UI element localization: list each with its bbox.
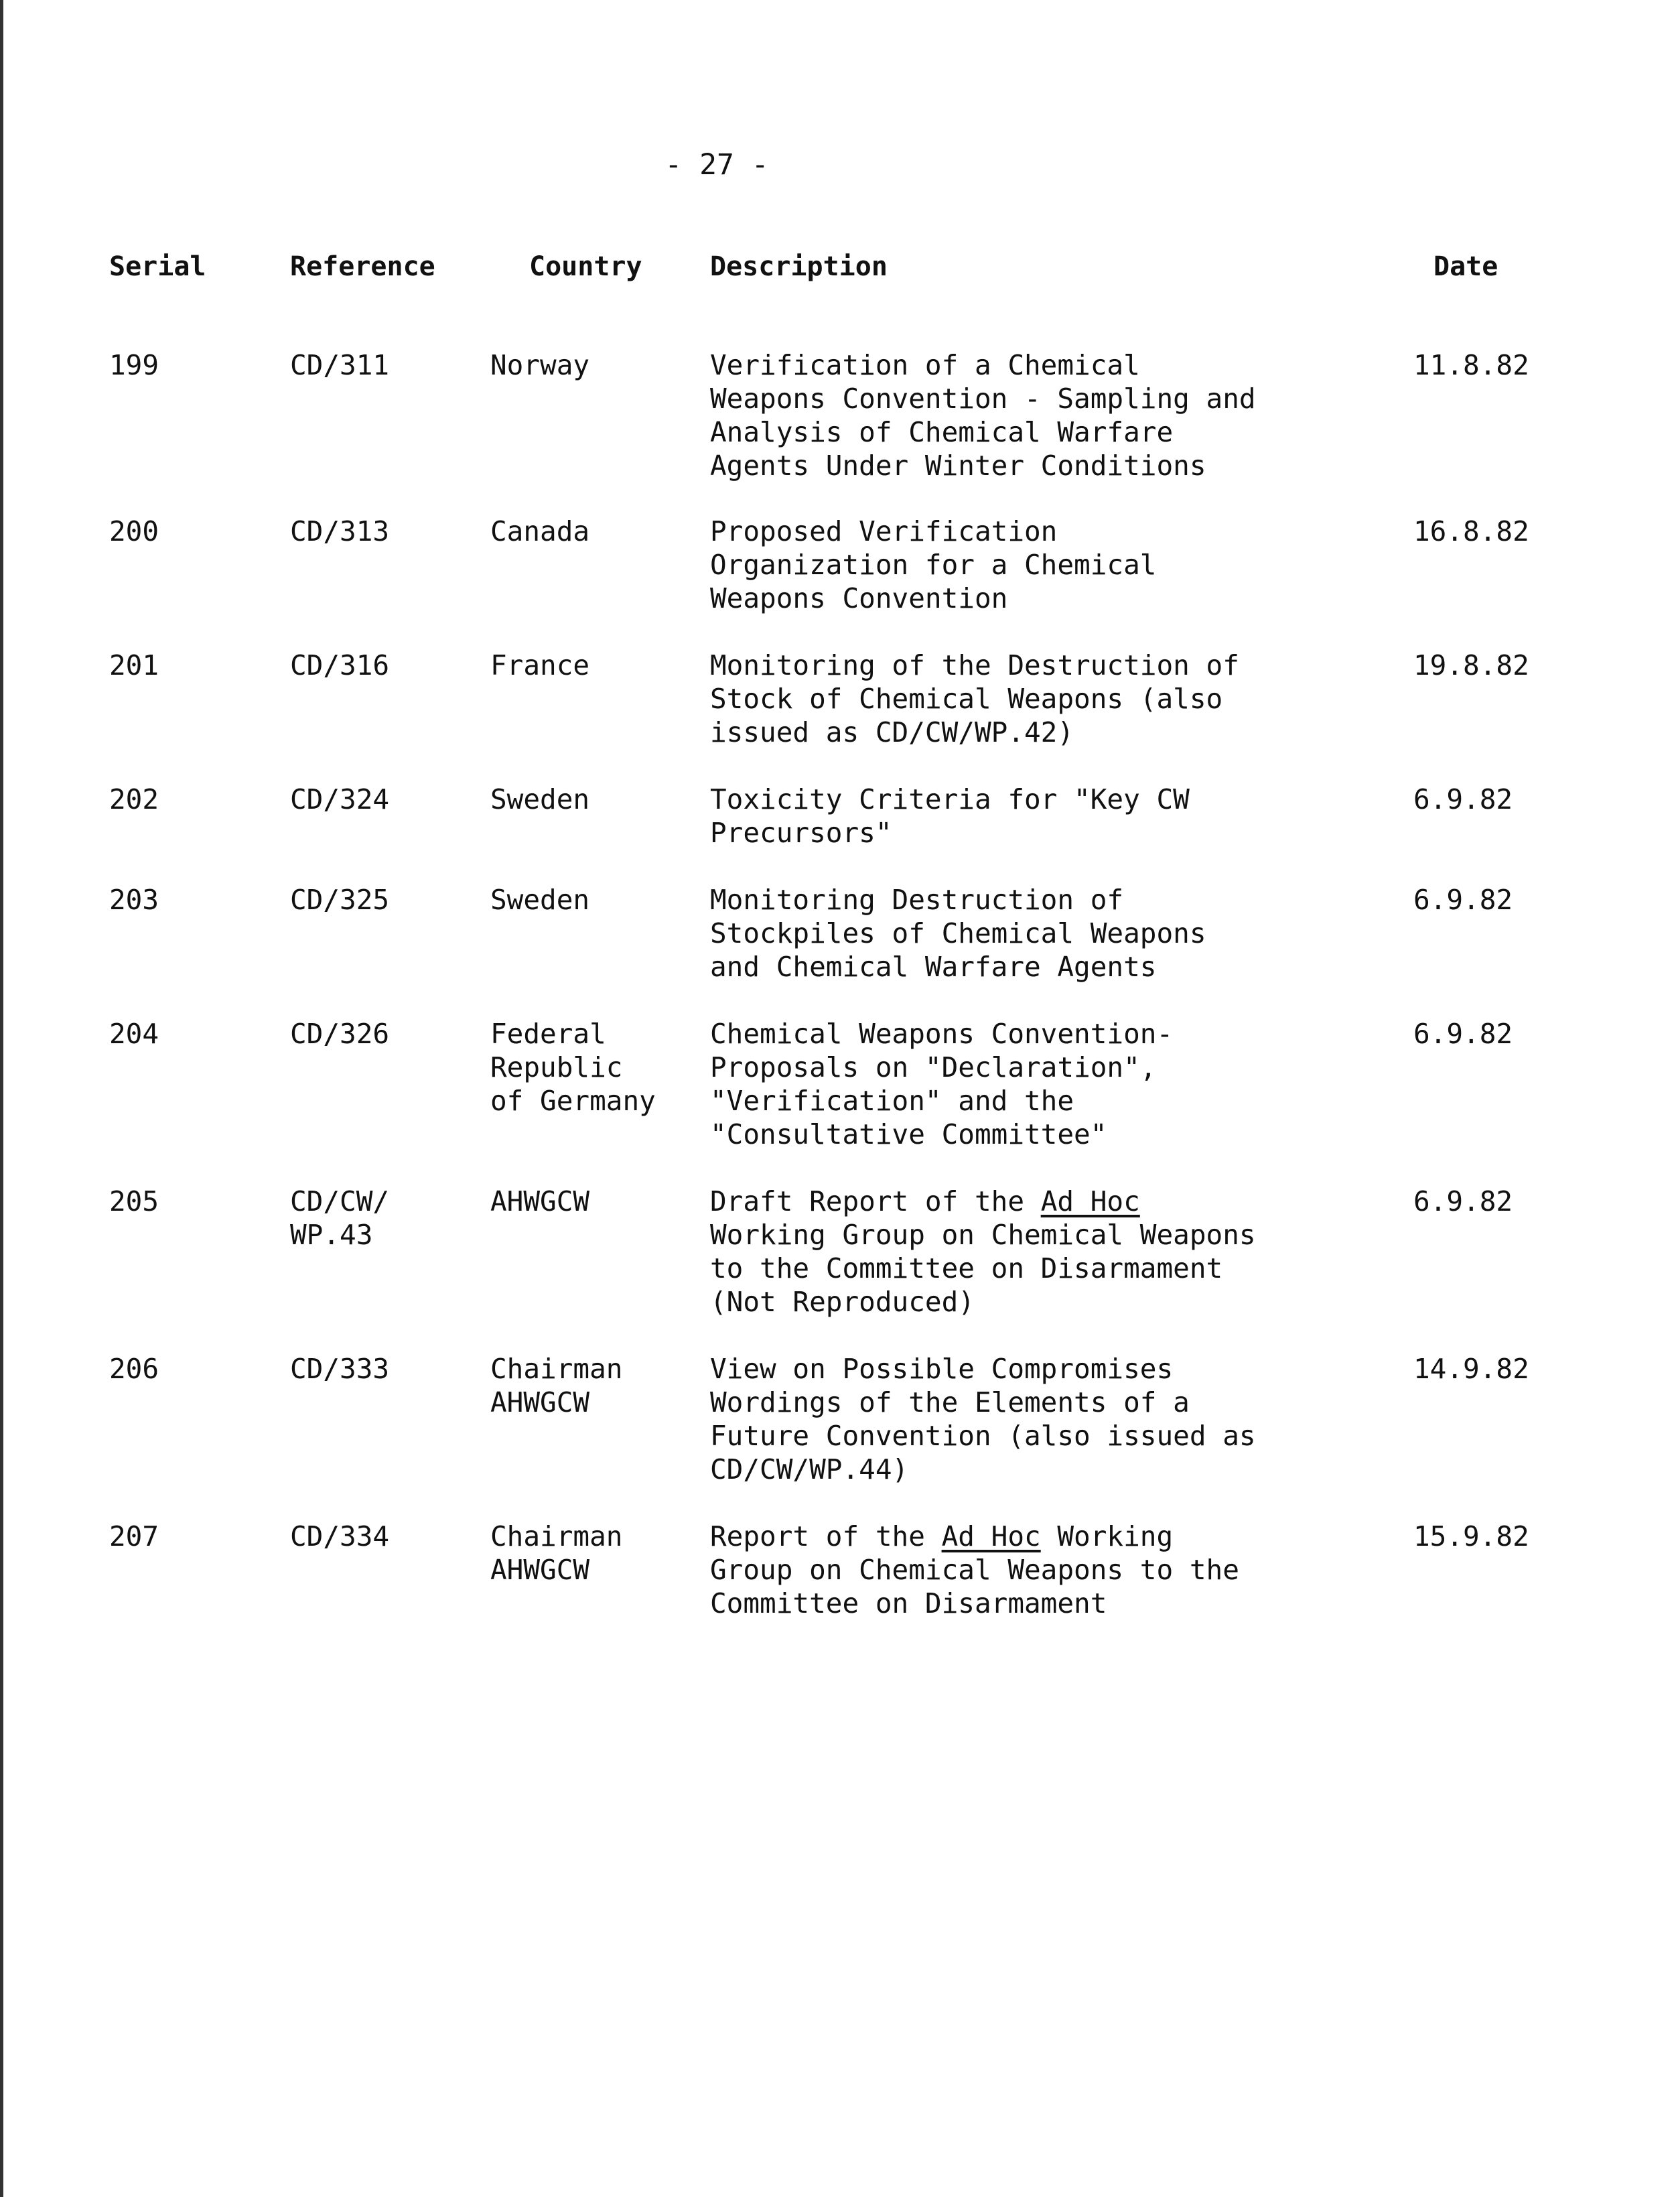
reference-cell bbox=[290, 1520, 389, 1553]
header-reference: Reference bbox=[290, 251, 435, 282]
reference-cell-line: CD/CW/ bbox=[290, 1185, 390, 1217]
country-cell-line: Norway bbox=[490, 349, 590, 381]
date-cell: 16.8.82 bbox=[1413, 515, 1529, 547]
reference-cell bbox=[290, 1352, 389, 1386]
description-cell-line: Organization for a Chemical bbox=[710, 549, 1157, 581]
country-cell-line: France bbox=[490, 649, 590, 681]
reference-cell bbox=[290, 783, 389, 816]
description-cell-line: Group on Chemical Weapons to the bbox=[710, 1554, 1239, 1586]
header-serial: Serial bbox=[109, 251, 206, 282]
country-cell-line: Chairman bbox=[490, 1353, 623, 1385]
description-cell-line: View on Possible Compromises bbox=[710, 1353, 1174, 1385]
description-cell-line: and Chemical Warfare Agents bbox=[710, 951, 1157, 983]
description-cell-line: "Verification" and the bbox=[710, 1085, 1074, 1117]
serial-cell: 205 bbox=[109, 1185, 159, 1217]
country-cell bbox=[490, 1017, 656, 1118]
description-cell-line: CD/CW/WP.44) bbox=[710, 1453, 909, 1485]
description-cell-line: Stock of Chemical Weapons (also bbox=[710, 683, 1223, 715]
date-cell: 6.9.82 bbox=[1413, 884, 1513, 916]
description-cell-line: Chemical Weapons Convention- bbox=[710, 1018, 1174, 1050]
description-cell bbox=[710, 883, 1206, 984]
description-cell-line: Monitoring Destruction of bbox=[710, 884, 1124, 916]
serial-cell: 200 bbox=[109, 515, 159, 547]
scan-left-edge bbox=[0, 0, 3, 2197]
description-cell bbox=[710, 348, 1256, 482]
description-cell-line: Monitoring of the Destruction of bbox=[710, 649, 1239, 681]
reference-cell-line: CD/333 bbox=[290, 1353, 390, 1385]
description-cell-line: Weapons Convention bbox=[710, 582, 1008, 614]
description-cell-line: to the Committee on Disarmament bbox=[710, 1252, 1223, 1284]
description-cell-line: Committee on Disarmament bbox=[710, 1587, 1107, 1619]
description-cell-line: Proposals on "Declaration", bbox=[710, 1051, 1157, 1083]
country-cell-line: Federal bbox=[490, 1018, 606, 1050]
reference-cell-line: CD/316 bbox=[290, 649, 390, 681]
date-cell: 6.9.82 bbox=[1413, 1018, 1513, 1050]
description-cell-line: Stockpiles of Chemical Weapons bbox=[710, 917, 1206, 949]
country-cell bbox=[490, 1520, 622, 1587]
description-cell bbox=[710, 1352, 1256, 1486]
description-cell-line: Proposed Verification bbox=[710, 515, 1058, 547]
description-cell-line: (Not Reproduced) bbox=[710, 1286, 975, 1318]
country-cell-line: Sweden bbox=[490, 884, 590, 916]
ad-hoc-underlined-text: Ad Hoc bbox=[1040, 1185, 1140, 1217]
description-cell-line: Agents Under Winter Conditions bbox=[710, 450, 1206, 482]
serial-cell: 199 bbox=[109, 349, 159, 381]
country-cell bbox=[490, 783, 589, 816]
header-country: Country bbox=[529, 251, 642, 282]
country-cell-line: Canada bbox=[490, 515, 590, 547]
serial-cell: 204 bbox=[109, 1018, 159, 1050]
description-cell-line: Toxicity Criteria for "Key CW bbox=[710, 783, 1190, 815]
date-cell: 19.8.82 bbox=[1413, 649, 1529, 681]
description-cell-line: Draft Report of the Ad Hoc bbox=[710, 1185, 1140, 1217]
country-cell bbox=[490, 1352, 622, 1419]
date-cell: 14.9.82 bbox=[1413, 1353, 1529, 1385]
description-cell-line: Working Group on Chemical Weapons bbox=[710, 1219, 1256, 1251]
serial-cell: 203 bbox=[109, 884, 159, 916]
date-cell: 6.9.82 bbox=[1413, 1185, 1513, 1217]
country-cell bbox=[490, 649, 589, 682]
reference-cell-line: CD/325 bbox=[290, 884, 390, 916]
table-header bbox=[0, 248, 1680, 288]
reference-cell bbox=[290, 649, 389, 682]
reference-cell-line: CD/334 bbox=[290, 1520, 390, 1552]
description-cell-line: "Consultative Committee" bbox=[710, 1118, 1107, 1150]
description-cell-line: Wordings of the Elements of a bbox=[710, 1386, 1190, 1418]
serial-cell: 207 bbox=[109, 1520, 159, 1552]
description-cell-line: Report of the Ad Hoc Working bbox=[710, 1520, 1174, 1552]
serial-cell: 202 bbox=[109, 783, 159, 815]
country-cell-line: AHWGCW bbox=[490, 1185, 590, 1217]
reference-cell bbox=[290, 515, 389, 548]
description-cell-line: Future Convention (also issued as bbox=[710, 1420, 1256, 1452]
description-cell bbox=[710, 1520, 1239, 1620]
country-cell-line: AHWGCW bbox=[490, 1386, 590, 1418]
reference-cell bbox=[290, 883, 389, 917]
reference-cell bbox=[290, 1017, 389, 1051]
country-cell-line: AHWGCW bbox=[490, 1554, 590, 1586]
description-cell-line: Weapons Convention - Sampling and bbox=[710, 383, 1256, 415]
date-cell: 15.9.82 bbox=[1413, 1520, 1529, 1552]
country-cell bbox=[490, 515, 589, 548]
country-cell-line: Republic bbox=[490, 1051, 623, 1083]
country-cell bbox=[490, 1185, 589, 1218]
reference-cell bbox=[290, 348, 389, 382]
date-cell: 11.8.82 bbox=[1413, 349, 1529, 381]
reference-cell-line: CD/326 bbox=[290, 1018, 390, 1050]
country-cell-line: Sweden bbox=[490, 783, 590, 815]
serial-cell: 201 bbox=[109, 649, 159, 681]
description-cell bbox=[710, 649, 1239, 749]
reference-cell-line: CD/313 bbox=[290, 515, 390, 547]
country-cell-line: of Germany bbox=[490, 1085, 656, 1117]
country-cell bbox=[490, 883, 589, 917]
country-cell-line: Chairman bbox=[490, 1520, 623, 1552]
header-description: Description bbox=[710, 251, 888, 282]
description-cell-line: issued as CD/CW/WP.42) bbox=[710, 716, 1074, 748]
ad-hoc-underlined-text: Ad Hoc bbox=[941, 1520, 1041, 1552]
reference-cell-line: CD/324 bbox=[290, 783, 390, 815]
description-cell-line: Analysis of Chemical Warfare bbox=[710, 416, 1174, 448]
reference-cell bbox=[290, 1185, 389, 1252]
description-cell bbox=[710, 515, 1156, 615]
description-cell bbox=[710, 1017, 1173, 1151]
serial-cell: 206 bbox=[109, 1353, 159, 1385]
date-cell: 6.9.82 bbox=[1413, 783, 1513, 815]
country-cell bbox=[490, 348, 589, 382]
description-cell bbox=[710, 1185, 1256, 1319]
header-date: Date bbox=[1433, 251, 1498, 282]
description-cell-line: Precursors" bbox=[710, 817, 892, 849]
description-cell-line: Verification of a Chemical bbox=[710, 349, 1140, 381]
reference-cell-line: CD/311 bbox=[290, 349, 390, 381]
page-number: - 27 - bbox=[664, 148, 769, 182]
reference-cell-line: WP.43 bbox=[290, 1219, 373, 1251]
description-cell bbox=[710, 783, 1190, 850]
